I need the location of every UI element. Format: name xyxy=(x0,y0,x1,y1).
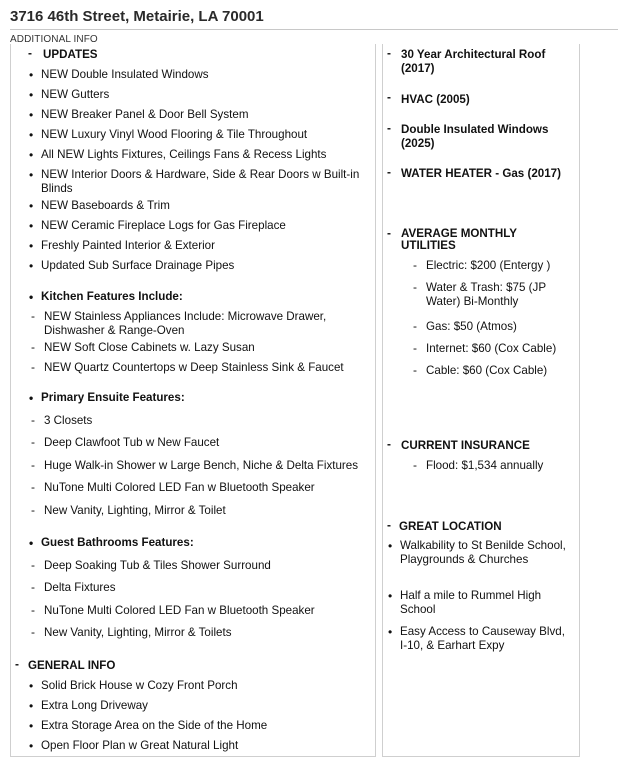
bullet-marker: • xyxy=(29,88,34,102)
list-item: New Vanity, Lighting, Mirror & Toilet xyxy=(44,504,226,517)
highlight-item: WATER HEATER - Gas (2017) xyxy=(401,167,561,180)
kitchen-heading: Kitchen Features Include: xyxy=(41,290,183,303)
bullet-marker: • xyxy=(29,219,34,233)
bullet-marker: • xyxy=(29,391,34,405)
list-item: NuTone Multi Colored LED Fan w Bluetooth Speaker xyxy=(44,481,315,494)
list-item: NEW Ceramic Fireplace Logs for Gas Fireplace xyxy=(41,219,286,232)
highlight-item: HVAC (2005) xyxy=(401,93,470,106)
updates-heading: UPDATES xyxy=(43,48,98,61)
list-item: NuTone Multi Colored LED Fan w Bluetooth Speaker xyxy=(44,604,315,617)
section-label: ADDITIONAL INFO xyxy=(10,34,98,45)
bullet-marker: • xyxy=(29,536,34,550)
dash-marker: - xyxy=(387,121,391,135)
list-item: Extra Storage Area on the Side of the Home xyxy=(41,719,268,732)
list-item: Water & Trash: $75 (JP Water) Bi-Monthly xyxy=(426,281,546,308)
dash-marker: - xyxy=(31,435,35,449)
bullet-marker: • xyxy=(388,625,393,639)
bullet-marker: • xyxy=(29,290,34,304)
list-item: Internet: $60 (Cox Cable) xyxy=(426,342,557,355)
dash-marker: - xyxy=(31,413,35,427)
primary-heading: Primary Ensuite Features: xyxy=(41,391,185,404)
dash-marker: - xyxy=(387,165,391,179)
list-item: NEW Breaker Panel & Door Bell System xyxy=(41,108,249,121)
bullet-marker: • xyxy=(29,719,34,733)
list-item: New Vanity, Lighting, Mirror & Toilets xyxy=(44,626,232,639)
general-heading: GENERAL INFO xyxy=(28,659,116,672)
dash-marker: - xyxy=(31,625,35,639)
list-item: Half a mile to Rummel High School xyxy=(400,589,542,616)
dash-marker: - xyxy=(387,518,391,532)
utilities-heading: AVERAGE MONTHLY UTILITIES xyxy=(401,227,517,252)
list-item: Freshly Painted Interior & Exterior xyxy=(41,239,215,252)
dash-marker: - xyxy=(31,503,35,517)
list-item: Walkability to St Benilde School, Playgrounds & Churches xyxy=(400,539,566,566)
dash-marker: - xyxy=(15,657,19,671)
dash-marker: - xyxy=(413,280,417,294)
bullet-marker: • xyxy=(29,679,34,693)
insurance-heading: CURRENT INSURANCE xyxy=(401,439,530,452)
list-item: All NEW Lights Fixtures, Ceilings Fans & Recess Lights xyxy=(41,148,327,161)
list-item: Open Floor Plan w Great Natural Light xyxy=(41,739,239,752)
dash-marker: - xyxy=(31,360,35,374)
dash-marker: - xyxy=(28,46,32,60)
list-item: Updated Sub Surface Drainage Pipes xyxy=(41,259,235,272)
dash-marker: - xyxy=(413,363,417,377)
location-heading: GREAT LOCATION xyxy=(399,520,502,533)
bullet-marker: • xyxy=(29,108,34,122)
list-item: Flood: $1,534 annually xyxy=(426,459,544,472)
highlight-item: Double Insulated Windows (2025) xyxy=(401,123,549,150)
bullet-marker: • xyxy=(388,539,393,553)
dash-marker: - xyxy=(31,340,35,354)
list-item: Delta Fixtures xyxy=(44,581,116,594)
property-address: 3716 46th Street, Metairie, LA 70001 xyxy=(10,8,264,25)
bullet-marker: • xyxy=(29,199,34,213)
dash-marker: - xyxy=(387,46,391,60)
guest-heading: Guest Bathrooms Features: xyxy=(41,536,194,549)
bullet-marker: • xyxy=(29,168,34,182)
list-item: NEW Interior Doors & Hardware, Side & Rear Doors w Built-in Blinds xyxy=(41,168,360,195)
list-item: Deep Clawfoot Tub w New Faucet xyxy=(44,436,220,449)
list-item: Extra Long Driveway xyxy=(41,699,148,712)
list-item: NEW Gutters xyxy=(41,88,110,101)
bullet-marker: • xyxy=(29,68,34,82)
list-item: NEW Soft Close Cabinets w. Lazy Susan xyxy=(44,341,255,354)
list-item: Electric: $200 (Entergy ) xyxy=(426,259,551,272)
list-item: NEW Double Insulated Windows xyxy=(41,68,209,81)
list-item: Solid Brick House w Cozy Front Porch xyxy=(41,679,238,692)
bullet-marker: • xyxy=(29,239,34,253)
list-item: 3 Closets xyxy=(44,414,93,427)
bullet-marker: • xyxy=(29,128,34,142)
dash-marker: - xyxy=(413,341,417,355)
dash-marker: - xyxy=(413,319,417,333)
list-item: Deep Soaking Tub & Tiles Shower Surround xyxy=(44,559,271,572)
dash-marker: - xyxy=(31,309,35,323)
list-item: Gas: $50 (Atmos) xyxy=(426,320,517,333)
dash-marker: - xyxy=(31,480,35,494)
list-item: Huge Walk-in Shower w Large Bench, Niche & Delta Fixtures xyxy=(44,459,359,472)
dash-marker: - xyxy=(31,458,35,472)
list-item: NEW Baseboards & Trim xyxy=(41,199,170,212)
list-item: NEW Luxury Vinyl Wood Flooring & Tile Throughout xyxy=(41,128,308,141)
dash-marker: - xyxy=(413,458,417,472)
dash-marker: - xyxy=(31,580,35,594)
dash-marker: - xyxy=(387,90,391,104)
dash-marker: - xyxy=(31,558,35,572)
list-item: NEW Stainless Appliances Include: Microwave Drawer, Dishwasher & Range-Oven xyxy=(44,310,327,337)
bullet-marker: • xyxy=(29,259,34,273)
bullet-marker: • xyxy=(29,739,34,753)
bullet-marker: • xyxy=(29,699,34,713)
bullet-marker: • xyxy=(388,589,393,603)
list-item: Cable: $60 (Cox Cable) xyxy=(426,364,548,377)
dash-marker: - xyxy=(31,603,35,617)
bullet-marker: • xyxy=(29,148,34,162)
header-divider xyxy=(10,29,618,30)
list-item: NEW Quartz Countertops w Deep Stainless Sink & Faucet xyxy=(44,361,344,374)
dash-marker: - xyxy=(413,258,417,272)
list-item: Easy Access to Causeway Blvd, I-10, & Earhart Expy xyxy=(400,625,565,652)
dash-marker: - xyxy=(387,226,391,240)
highlight-item: 30 Year Architectural Roof (2017) xyxy=(401,48,546,75)
dash-marker: - xyxy=(387,437,391,451)
